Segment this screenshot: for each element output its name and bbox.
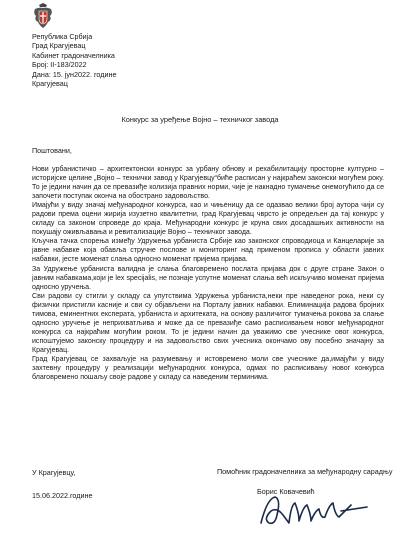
letter-subject: Конкурс за уређење Војно – техничког завода	[121, 115, 279, 124]
footer-place: У Крагујевцу,	[32, 468, 76, 477]
paragraph: Град Крагујевац се захваљује на разумевању и истовремено моли све учеснике да,имајући у виду захтевну процедуру у реализацији међународних конкурса, одмах по расписивању новог конкурса благовремено пошаљу своје радове у складу са наведеним терминима.	[32, 355, 384, 382]
letter-body	[32, 165, 384, 382]
footer-signatory	[217, 467, 392, 496]
signatory-title: Помоћник градоначелника за међународну сарадњу	[217, 467, 393, 476]
paragraph: Кључна тачка спорења између Удружења урбаниста Србије као законског спроводиоца и Канцеларије за јавне набавке која обавља стручне послове и мониторинг над применом прописа у области јавних набавки, јесте моменат слања односно моменат пријема пријава.	[32, 238, 384, 264]
serbian-coat-of-arms-icon	[33, 3, 53, 29]
greeting: Поштовани,	[32, 146, 72, 155]
header-reference-number: Број: II-183/2022	[32, 60, 87, 70]
paragraph: Сви радови су стигли у складу са упутствима Удружења урбаниста,неки пре наведеног рока, неки су физички пристигли касније и сви су објављени на Порталу јавних набавки. Елиминација радова бројних тимова, еминентних експерата, урбаниста и архитеката, на основу различитог тумачења рокова за слање односно уручење је неприхватљива и може да се превазиђе само расписивањем новог међународног конкурса са најкраћим могућим роком. То је једини начин да уважимо све учеснике овог конкурса, испоштујемо законску процедуру и на задовољство свих учесника окончамо ову посебно значајну за Крагујевац.	[32, 292, 384, 354]
header-office: Кабинет градоначелника	[32, 50, 115, 60]
footer-date: 15.06.2022.године	[32, 491, 93, 500]
header-location: Крагујевац	[32, 79, 68, 89]
paragraph: За Удружење урбаниста валидна је слања благовремено послата пријава док с друге стране Закон о јавним набавкама,који је lex specijalis, не познаје успутне моменат слања већ искључиво моменат пријема односно уручења.	[32, 265, 384, 291]
header-country: Република Србија	[32, 32, 93, 41]
signatory-name: Борис Ковачевић	[257, 487, 315, 496]
paragraph: Имајући у виду значај међународног конкурса, као и чињеницу да се одазвао велики број аутора чији су радови према оцени жирија изузетно квалитетни, град Крагујевац чврсто је опредељен да тај конкурс у складу са законом спроведе до краја. Међународни конкурс је круна свих досадашњих активности на покушају оживљавања и ревитализације Војно – техничког завода.	[32, 202, 384, 237]
header-city: Град Крагујевац	[32, 41, 86, 51]
header-date: Дана: 15. јун2022. године	[32, 69, 117, 79]
handwritten-signature	[255, 493, 373, 531]
sender-header	[32, 32, 332, 88]
footer-place-date	[32, 467, 92, 502]
paragraph: Нови урбанистичко – архитектонски конкурс за урбану обнову и рехабилитацију просторне културно – историјске целине „Војно – технички завод у Крагујевцу“биће расписан у најкраћем законски могућем року. То је једини начин да се превазиђе колизија правних норми, чије је накнадно тумачење онемогућило да се започети поступак оконча на обострано задовољство.	[32, 166, 384, 201]
